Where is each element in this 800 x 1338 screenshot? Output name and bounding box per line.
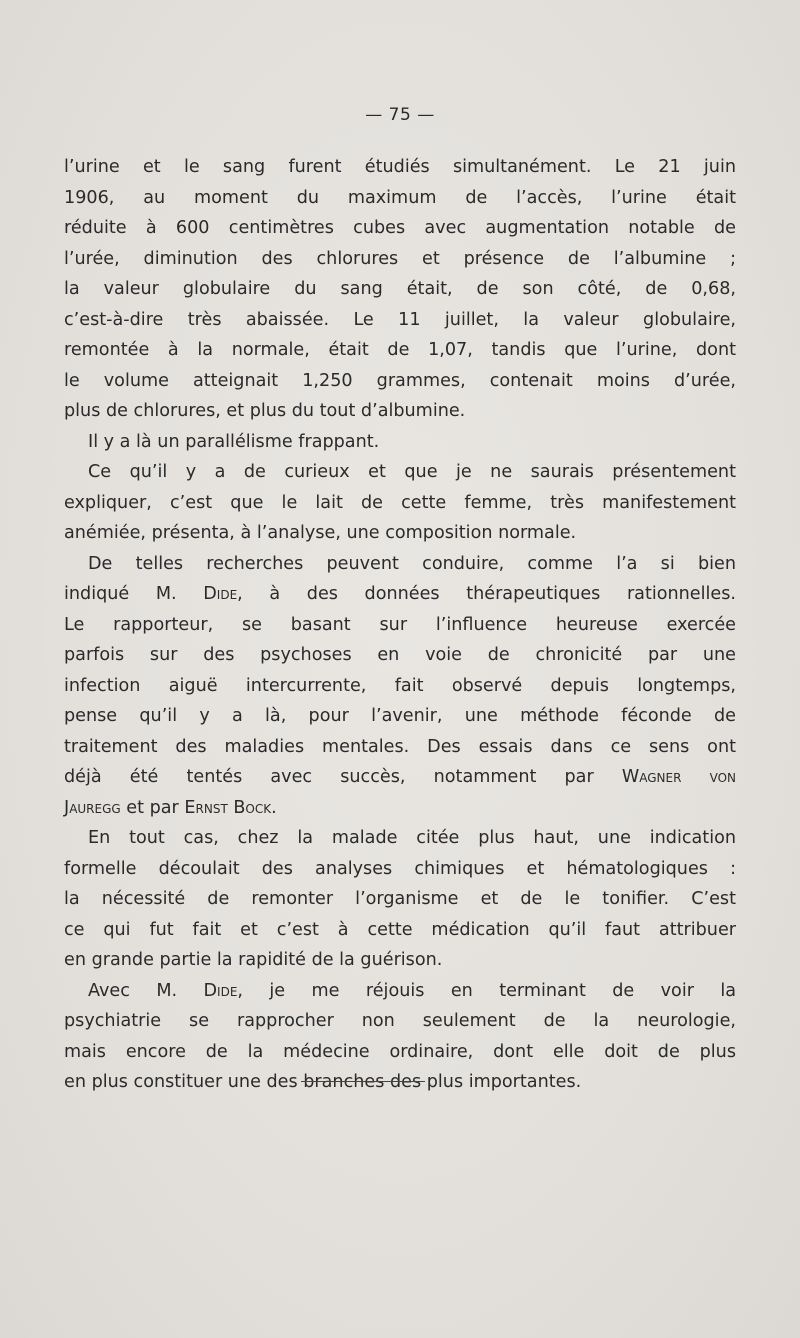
text-line: parfois sur des psychoses en voie de chronicité par une <box>64 645 736 665</box>
proper-name: Jauregg <box>64 797 121 818</box>
text-line: Avec M. Dide, je me réjouis en terminant de voir la <box>88 980 737 1001</box>
text-line: ce qui fut fait et c’est à cette médication qu’il faut attribuer <box>64 919 736 940</box>
text-line: formelle découlait des analyses chimiques et hématologiques : <box>64 858 736 879</box>
text-line: infection aiguë intercurrente, fait observé depuis longtemps, <box>64 675 736 696</box>
text-line: Ce qu’il y a de curieux et que je ne saurais présentement <box>88 462 736 482</box>
text-line: la valeur globulaire du sang était, de son côté, de 0,68, <box>64 279 736 299</box>
text-line: en grande partie la rapidité de la guérison. <box>64 950 443 970</box>
text-line: en plus constituer une des branches des plus importantes. <box>64 1072 582 1092</box>
text-line: indiqué M. Dide, à des données thérapeutiques rationnelles. <box>64 584 736 604</box>
text-line: c’est-à-dire très abaissée. Le 11 juillet, la valeur globulaire, <box>64 309 736 330</box>
text-line: l’urée, diminution des chlorures et présence de l’albumine ; <box>64 248 736 269</box>
text-line: la nécessité de remonter l’organisme et de le tonifier. C’est <box>64 889 736 909</box>
text-line: pense qu’il y a là, pour l’avenir, une méthode féconde de <box>64 706 736 726</box>
text-line: Il y a là un parallélisme frappant. <box>88 431 380 452</box>
text-line: Le rapporteur, se basant sur l’influence heureuse exercée <box>64 614 736 635</box>
text-line: remontée à la normale, était de 1,07, tandis que l’urine, dont <box>64 340 736 360</box>
proper-name: Dide <box>203 584 238 604</box>
text-line: anémiée, présenta, à l’analyse, une composition normale. <box>64 523 577 543</box>
text-line: 1906, au moment du maximum de l’accès, l’urine était <box>64 187 736 208</box>
text-line: De telles recherches peuvent conduire, comme l’a si bien <box>88 553 736 574</box>
end-rule <box>301 1081 425 1082</box>
page-number: — 75 — <box>365 105 435 125</box>
text-line: déjà été tentés avec succès, notamment par Wagner von <box>64 767 736 787</box>
text-line: plus de chlorures, et plus du tout d’albumine. <box>64 401 466 421</box>
text-line: expliquer, c’est que le lait de cette femme, très manifestement <box>64 492 736 513</box>
text-line: le volume atteignait 1,250 grammes, contenait moins d’urée, <box>64 370 736 391</box>
proper-name: Ernst Bock <box>184 797 272 818</box>
proper-name: Wagner von <box>621 767 736 787</box>
text-line: psychiatrie se rapprocher non seulement de la neurologie, <box>64 1011 736 1031</box>
text-line: réduite à 600 centimètres cubes avec augmentation notable de <box>64 218 736 238</box>
body-text <box>64 152 736 1098</box>
text-line: En tout cas, chez la malade citée plus haut, une indication <box>88 828 736 848</box>
text-line: l’urine et le sang furent étudiés simultanément. Le 21 juin <box>64 157 736 177</box>
proper-name: Dide <box>203 980 238 1001</box>
text-line: Jauregg et par Ernst Bock. <box>64 797 277 818</box>
text-line: mais encore de la médecine ordinaire, dont elle doit de plus <box>64 1041 736 1062</box>
text-line: traitement des maladies mentales. Des essais dans ce sens ont <box>64 736 736 757</box>
